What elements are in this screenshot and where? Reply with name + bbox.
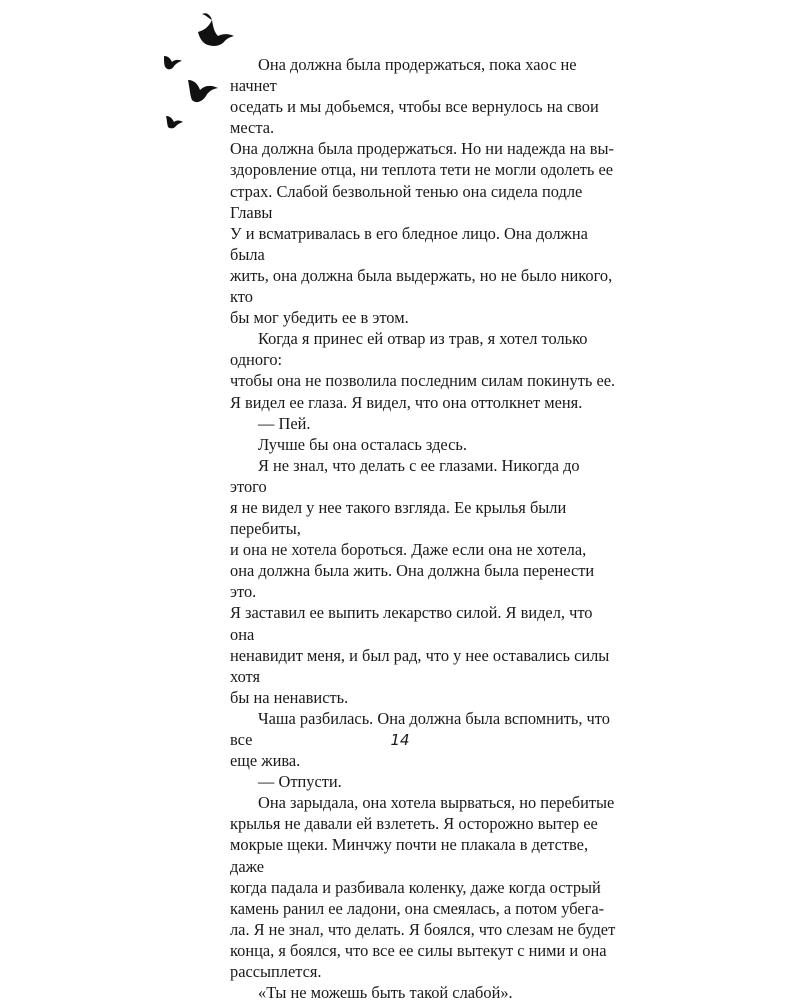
- paragraph: Я не знал, что делать с ее глазами. Никогда до этого я не видел у нее такого взгляда. Ее крылья были перебиты, и она не хотела бороться. Даже если она не хотела, она должна была жить. Она должна была перенести это. Я заставил ее выпить лекарство силой. Я видел, что она ненавидит меня, и был рад, что у нее оставались силы хотя бы на ненависть.: [230, 455, 610, 707]
- paragraph: Когда я принес ей отвар из трав, я хотел только одного: чтобы она не позволила последним силам покинуть ее. Я видел ее глаза. Я видел, что она оттолкнет меня.: [230, 329, 616, 412]
- paragraph: Чаша разбилась. Она должна была вспомнить, что все еще жива.: [230, 708, 610, 771]
- crow-icon: [164, 56, 182, 69]
- paragraph: Она должна была продержаться, пока хаос не начнет оседать и мы добьемся, чтобы все вернулось на свои места. Она должна была продержаться. Но ни надежда на вы- здоровление отца, ни теплота тети не могли одолеть ее страх. Слабой безвольной тенью она сидела подле Главы У и всматривалась в его бледное лицо. Она должна была жить, она должна была выдержать, но не было никого, кто бы мог убедить ее в этом.: [230, 55, 614, 328]
- body-text: [230, 54, 620, 1003]
- dialogue-line: — Отпусти.: [258, 772, 342, 792]
- dialogue-line: — Пей.: [258, 413, 311, 433]
- page-number: 14: [390, 731, 410, 749]
- crow-icon: [188, 80, 218, 102]
- crow-icon: [198, 13, 234, 46]
- crow-icon: [166, 116, 183, 128]
- paragraph: Она зарыдала, она хотела вырваться, но перебитые крылья не давали ей взлететь. Я осторожно вытер ее мокрые щеки. Минчжу почти не плакала в детстве, даже когда падала и разбивала коленку, даже когда острый камень ранил ее ладони, она смеялась, а потом убега- ла. Я не знал, что делать. Я боялся, что слезам не будет конца, я боялся, что все ее силы вытекут с ними и она рассыплется.: [230, 793, 616, 982]
- paragraph: «Ты не можешь быть такой слабой».: [258, 983, 513, 1003]
- paragraph: Лучше бы она осталась здесь.: [258, 434, 467, 454]
